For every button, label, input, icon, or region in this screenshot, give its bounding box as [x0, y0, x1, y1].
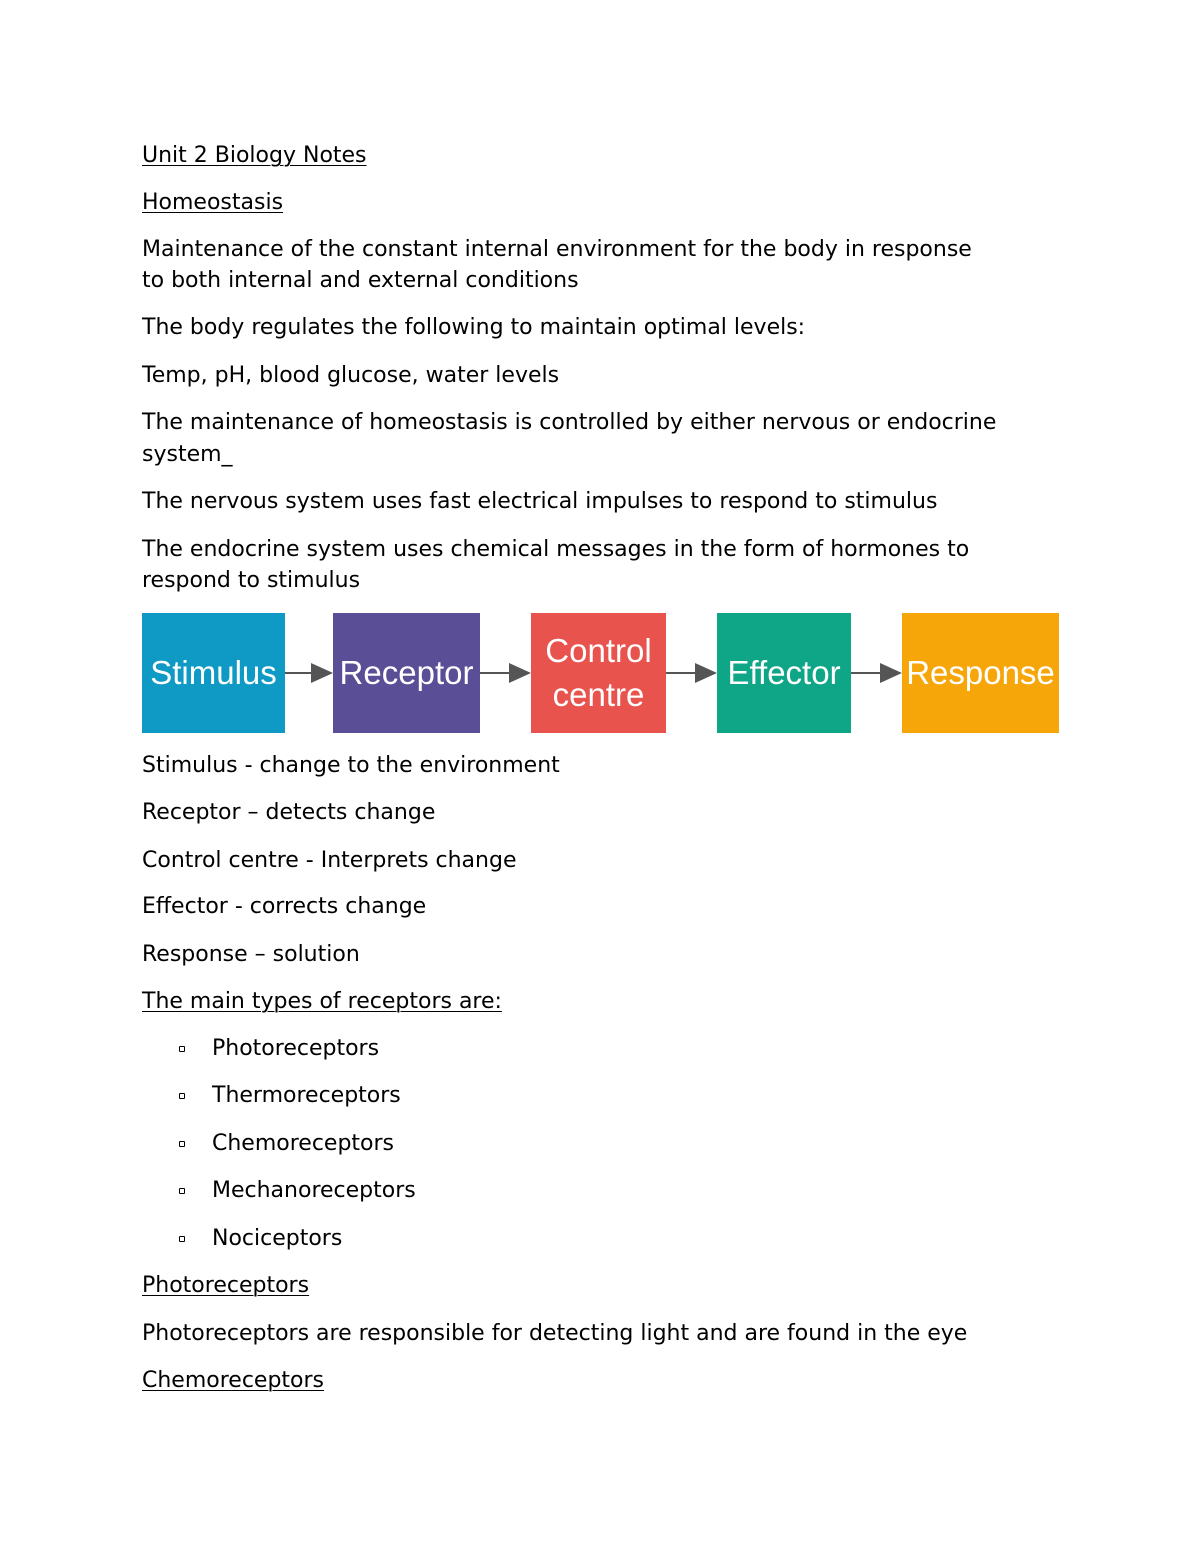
flow-label-stimulus: Stimulus — [150, 654, 277, 691]
endocrine-line-1: The endocrine system uses chemical messages in the form of hormones to — [142, 537, 970, 562]
flow-label-control-centre: Control centre — [545, 632, 652, 713]
flow-box-stimulus — [142, 613, 285, 733]
bullet-icon — [179, 1188, 185, 1194]
flow-box-effector — [717, 613, 851, 733]
flow-arrow-3 — [666, 663, 717, 683]
list-item: Nociceptors — [212, 1226, 343, 1251]
bullet-icon — [179, 1046, 185, 1052]
photoreceptors-text: Photoreceptors are responsible for detecting light and are found in the eye — [142, 1321, 968, 1346]
bullet-icon — [179, 1141, 185, 1147]
heading-photoreceptors: Photoreceptors — [142, 1273, 310, 1298]
control-line-2: system_ — [142, 442, 233, 467]
definition-receptor: Receptor – detects change — [142, 800, 436, 825]
definition-line-2: to both internal and external conditions — [142, 268, 579, 293]
bullet-icon — [179, 1236, 185, 1242]
regulates-intro: The body regulates the following to maintain optimal levels: — [142, 315, 806, 340]
flow-label-response: Response — [906, 654, 1055, 691]
heading-homeostasis: Homeostasis — [142, 190, 284, 215]
list-item: Thermoreceptors — [212, 1083, 401, 1108]
list-item: Photoreceptors — [212, 1036, 380, 1061]
definition-response: Response – solution — [142, 942, 360, 967]
regulated-list: Temp, pH, blood glucose, water levels — [142, 363, 560, 388]
definition-effector: Effector - corrects change — [142, 894, 427, 919]
flow-arrow-4 — [851, 663, 902, 683]
flow-arrow-2 — [480, 663, 531, 683]
list-item: Chemoreceptors — [212, 1131, 395, 1156]
definition-line-1: Maintenance of the constant internal environment for the body in response — [142, 237, 972, 262]
heading-chemoreceptors: Chemoreceptors — [142, 1368, 325, 1393]
flow-box-response — [902, 613, 1059, 733]
control-line-1: The maintenance of homeostasis is controlled by either nervous or endocrine — [142, 410, 997, 435]
definition-control-centre: Control centre - Interprets change — [142, 848, 517, 873]
flow-box-receptor — [333, 613, 480, 733]
flow-arrow-1 — [285, 663, 333, 683]
list-item: Mechanoreceptors — [212, 1178, 416, 1203]
nervous-system-text: The nervous system uses fast electrical impulses to respond to stimulus — [142, 489, 938, 514]
bullet-icon — [179, 1093, 185, 1099]
heading-receptor-types: The main types of receptors are: — [142, 989, 502, 1014]
endocrine-line-2: respond to stimulus — [142, 568, 361, 593]
flow-label-effector: Effector — [727, 654, 841, 691]
definition-stimulus: Stimulus - change to the environment — [142, 753, 560, 778]
flow-label-receptor: Receptor — [339, 654, 474, 691]
document-title: Unit 2 Biology Notes — [142, 143, 367, 168]
flow-box-control-centre — [531, 613, 666, 733]
